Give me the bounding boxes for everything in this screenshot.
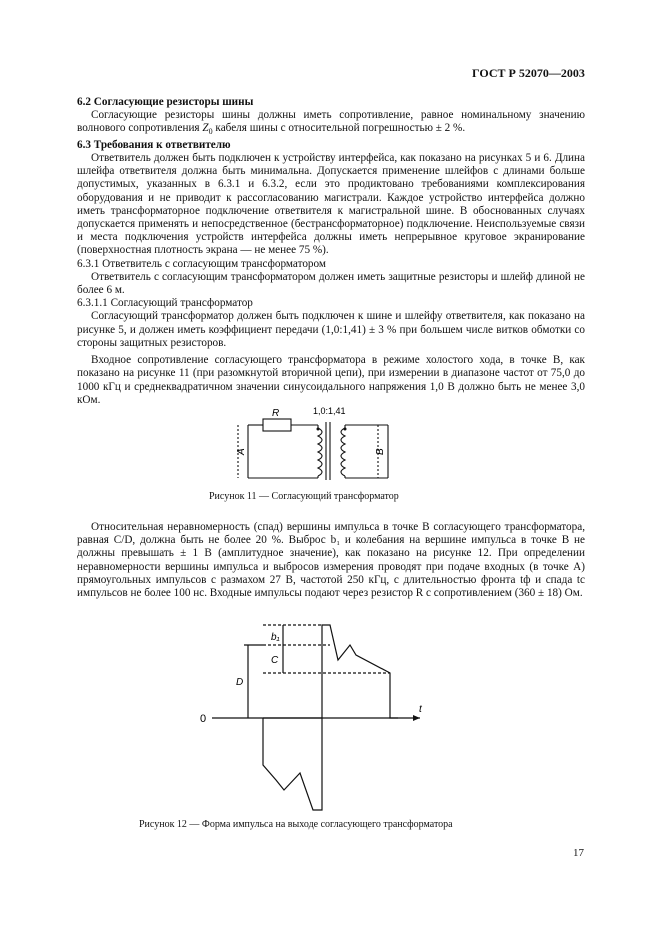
symbol-z: Z (202, 122, 209, 135)
paragraph-6-2-pre: Согласующие резисторы шины должны иметь сопротивление, равное номинальному значению волнового сопротивления (77, 109, 585, 135)
heading-6-2: 6.2 Согласующие резисторы шины (77, 96, 254, 108)
document-id: ГОСТ Р 52070—2003 (472, 66, 585, 80)
page-number: 17 (573, 847, 584, 859)
fig11-label-a: A (236, 448, 247, 455)
fig12-negative-pulse (263, 718, 322, 810)
fig12-axis-arrow (413, 715, 420, 721)
paragraph-6-3-1: Ответвитель с согласующим трансформатором должен иметь защитные резисторы и шлейф длиной не более 6 м. (77, 270, 585, 297)
fig11-label-ratio: 1,0:1,41 (313, 406, 346, 416)
paragraph-6-2 (77, 109, 585, 139)
paragraph-6-3: Ответвитель должен быть подключен к устройству интерфейса, как показано на рисунках 5 и 6. Длина шлейфа ответвителя должна быть минимальна. Допускается применение шлейфов с длинами больше допустимых, указанных в 6.3.1 и 6.3.2, если это продиктовано требованиями комплексирования оборудования и не приводит к рассогласованию магистрали. Каждое устройство интерфейса должно иметь трансформаторное подключение ответвителя к магистральной шине. В обоснованных случаях допускается применять и непосредственное (бестрансформаторное) подключение. Неиспользуемые связи и места подключения устройств интерфейса должны иметь непрерывное круговое экранирование (поверхностная плотность экрана — не менее 75 %). (77, 152, 585, 257)
heading-6-3-1-1: 6.3.1.1 Согласующий трансформатор (77, 297, 253, 310)
paragraph-6-3-1-1-b: Входное сопротивление согласующего трансформатора в режиме холостого хода, в точке B, как показано на рисунке 11 (при разомкнутой вторичной цепи), при измерении в диапазоне частот от 75,0 до 1000 кГц и среднеквадратичном значении синусоидального напряжения 1,0 В должно быть не менее 3,0 кОм. (77, 354, 585, 406)
fig12-label-c: C (271, 655, 279, 666)
heading-6-3-1: 6.3.1 Ответвитель с согласующим трансформатором (77, 257, 326, 270)
fig11-primary-coil (318, 428, 322, 476)
figure-11-caption: Рисунок 11 — Согласующий трансформатор (209, 491, 399, 502)
fig12-label-b1: b₁ (271, 632, 280, 643)
fig11-label-b: B (375, 448, 386, 455)
text-block-top (77, 96, 585, 407)
paragraph-6-2-post: кабеля шины с относительной погрешностью ± 2 %. (212, 122, 466, 135)
symbol-z-sub: 0 (208, 127, 213, 137)
heading-6-3: 6.3 Требования к ответвителю (77, 138, 231, 151)
fig12-label-t: t (419, 704, 422, 715)
fig11-resistor (263, 419, 291, 431)
figure-12-caption: Рисунок 12 — Форма импульса на выходе согласующего трансформатора (139, 819, 453, 830)
fig12-label-zero: 0 (200, 713, 207, 725)
fig11-secondary-coil (341, 428, 345, 476)
text-block-middle (77, 521, 585, 600)
fig11-label-r: R (272, 408, 280, 419)
fig12-label-d: D (236, 677, 244, 688)
paragraph-pulse: Относительная неравномерность (спад) вершины импульса в точке B согласующего трансформатора, равная C/D, должна быть не более 20 %. Выброс b₁ и колебания на вершине импульса в точке B не должны превышать ± 1 В (амплитудное значение), как показано на рисунке 12. При определении неравномерности вершины импульса и выбросов измерения проводят при подаче входных (в точке A) прямоугольных импульсов с размахом 27 В, частотой 250 кГц, с длительностью фронта tф и спада tс импульсов не более 100 нс. Входные импульсы подают через резистор R с сопротивлением (360 ± 18) Ом. (77, 521, 585, 600)
fig12-positive-pulse (263, 625, 398, 718)
paragraph-6-3-1-1: Согласующий трансформатор должен быть подключен к шине и шлейфу ответвителя, как показано на рисунке 5, и должен иметь коэффициент передачи (1,0:1,41) ± 3 % при большем числе витков обмотки со стороны защитных резисторов. (77, 310, 585, 349)
